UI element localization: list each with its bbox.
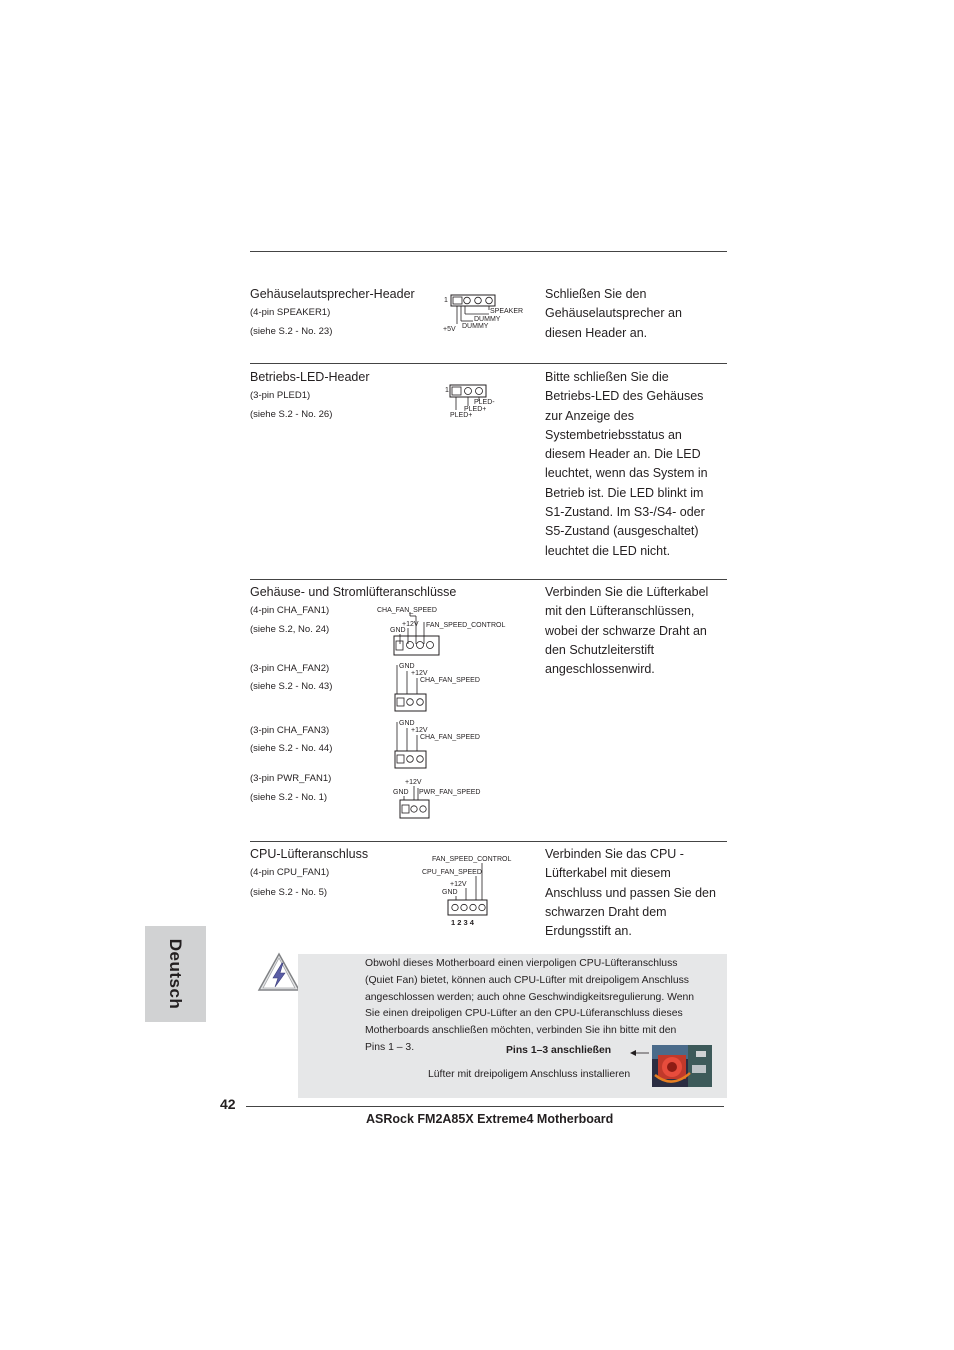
speaker-label-dummy-1: DUMMY xyxy=(474,316,501,323)
pwr-fan1-label-12v: +12V xyxy=(405,779,422,786)
speaker-label-5v: +5V xyxy=(443,326,456,333)
cpu-fan-description: Verbinden Sie das CPU - Lüfterkabel mit diesem Anschluss und passen Sie den schwarzen Draht dem Erdungsstift an. xyxy=(545,847,716,939)
speaker-label-speaker: SPEAKER xyxy=(490,308,524,315)
cha-fan1-diagram xyxy=(376,604,516,658)
page-number: 42 xyxy=(220,1096,236,1112)
pwr-fan1-label-gnd: GND xyxy=(393,789,409,796)
speaker-header-diagram xyxy=(443,292,533,334)
chassis-fan-title: Gehäuse- und Stromlüfteranschlüsse xyxy=(250,585,457,599)
note-callout-install: Lüfter mit dreipoligem Anschluss installieren xyxy=(428,1069,631,1080)
note-callout-pins: Pins 1–3 anschließen xyxy=(506,1045,612,1056)
cha-fan1-label-control: FAN_SPEED_CONTROL xyxy=(426,622,506,629)
cha-fan1-ref: (siehe S.2, No. 24) xyxy=(250,624,330,635)
section-divider xyxy=(250,841,727,842)
cpu-fan-label-speed: CPU_FAN_SPEED xyxy=(422,869,482,876)
pled-label-plus-2: PLED+ xyxy=(450,412,473,419)
cpu-fan-title: CPU-Lüfteranschluss xyxy=(250,847,369,861)
speaker-label-dummy-2: DUMMY xyxy=(462,323,489,330)
cha-fan3-label-12v: +12V xyxy=(411,727,428,734)
pwr-fan1-diagram xyxy=(392,776,492,822)
pled-label-plus-1: PLED+ xyxy=(464,406,487,413)
cpu-fan-pin-numbers: 1 2 3 4 xyxy=(451,918,474,927)
note-text: Obwohl dieses Motherboard einen vierpoligen CPU-Lüfteranschluss (Quiet Fan) bietet, können auch CPU-Lüfter mit dreipoligem Anschluss angeschlossen werden; auch ohne Geschwindigkeitsregulierung. Wenn Sie einen dreipoligen CPU-Lüfter an den CPU-Lüferanschluss dieses Motherboards anschließen möchten, verbinden Sie ihn bitte mit den Pins 1 – 3. xyxy=(365,958,695,1053)
pled-pin1-label: 1 xyxy=(445,387,449,394)
pled-header-diagram xyxy=(444,382,514,422)
speaker-pin1-label: 1 xyxy=(444,297,448,304)
top-divider xyxy=(250,251,727,252)
section-divider xyxy=(250,579,727,580)
cha-fan3-label-speed: CHA_FAN_SPEED xyxy=(420,734,480,741)
speaker-header-description: Schließen Sie den Gehäuselautsprecher an diesen Header an. xyxy=(545,287,682,340)
pled-label-minus: PLED- xyxy=(474,399,495,406)
cha-fan2-pins: (3-pin CHA_FAN2) xyxy=(250,663,330,674)
warning-icon xyxy=(257,952,301,997)
cha-fan2-label-gnd: GND xyxy=(399,663,415,670)
speaker-header-ref: (siehe S.2 - No. 23) xyxy=(250,326,333,337)
fan-connector-photo xyxy=(652,1045,712,1087)
footer-product: ASRock FM2A85X Extreme4 Motherboard xyxy=(366,1112,614,1126)
pwr-fan1-pins: (3-pin PWR_FAN1) xyxy=(250,773,332,784)
cha-fan1-label-gnd: GND xyxy=(390,627,406,634)
cpu-fan-diagram xyxy=(420,853,530,929)
pwr-fan1-ref: (siehe S.2 - No. 1) xyxy=(250,792,328,803)
cha-fan3-diagram xyxy=(393,718,493,772)
cha-fan1-pins: (4-pin CHA_FAN1) xyxy=(250,605,330,616)
language-side-tab xyxy=(145,926,206,1022)
pled-header-pins: (3-pin PLED1) xyxy=(250,390,311,401)
pled-header-title: Betriebs-LED-Header xyxy=(250,370,370,384)
cha-fan3-ref: (siehe S.2 - No. 44) xyxy=(250,743,333,754)
speaker-header-title: Gehäuselautsprecher-Header xyxy=(250,287,415,301)
footer-divider xyxy=(246,1106,724,1107)
section-divider xyxy=(250,363,727,364)
language-side-tab-label: Deutsch xyxy=(166,938,185,1010)
pwr-fan1-label-speed: PWR_FAN_SPEED xyxy=(419,789,481,796)
cha-fan1-label-12v: +12V xyxy=(402,621,419,628)
cha-fan3-pins: (3-pin CHA_FAN3) xyxy=(250,725,330,736)
cpu-fan-label-control: FAN_SPEED_CONTROL xyxy=(432,856,512,863)
speaker-header-pins: (4-pin SPEAKER1) xyxy=(250,307,331,318)
cha-fan1-label-speed: CHA_FAN_SPEED xyxy=(377,607,437,614)
pled-header-description: Bitte schließen Sie die Betriebs-LED des Gehäuses zur Anzeige des Systembetriebsstatus an diesem Header an. Die LED leuchtet, wenn das System in Betrieb ist. Die LED blinkt im S1-Zustand. Im S3-/S4- oder S5-Zustand (ausgeschaltet) leuchtet die LED nicht. xyxy=(545,370,708,558)
cpu-fan-ref: (siehe S.2 - No. 5) xyxy=(250,887,328,898)
cha-fan3-label-gnd: GND xyxy=(399,720,415,727)
cha-fan2-ref: (siehe S.2 - No. 43) xyxy=(250,681,333,692)
pled-header-ref: (siehe S.2 - No. 26) xyxy=(250,409,333,420)
chassis-fan-description: Verbinden Sie die Lüfterkabel mit den Lüfteranschlüssen, wobei der schwarze Draht an den Schutzleiterstift angeschlossenwird. xyxy=(545,585,709,677)
cha-fan2-diagram xyxy=(393,661,493,715)
cha-fan2-label-12v: +12V xyxy=(411,670,428,677)
cpu-fan-label-gnd: GND xyxy=(442,889,458,896)
cha-fan2-label-speed: CHA_FAN_SPEED xyxy=(420,677,480,684)
arrow-left-icon xyxy=(629,1046,651,1064)
cpu-fan-label-12v: +12V xyxy=(450,881,467,888)
cpu-fan-pins: (4-pin CPU_FAN1) xyxy=(250,867,330,878)
